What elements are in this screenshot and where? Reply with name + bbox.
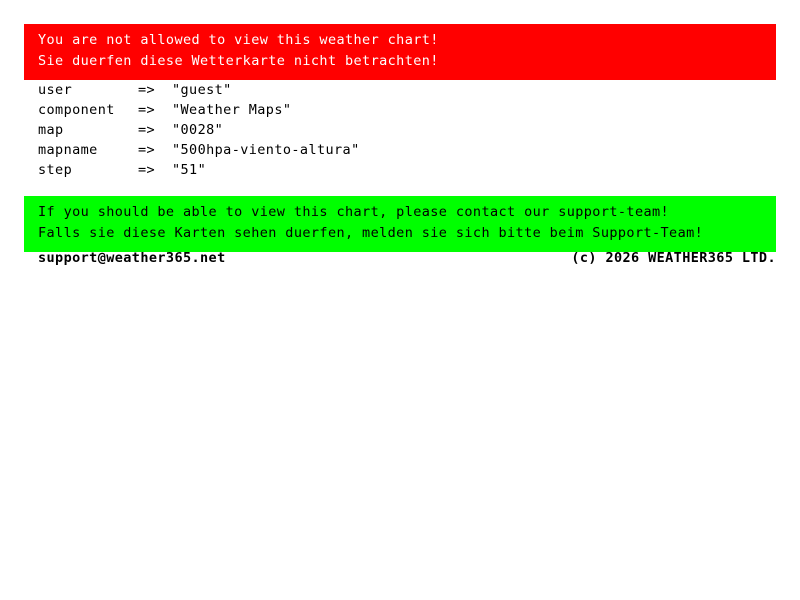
parameter-key: component xyxy=(38,102,115,118)
table-row xyxy=(38,120,360,140)
parameter-arrow: => xyxy=(138,82,156,98)
parameter-arrow: => xyxy=(138,122,156,138)
support-info-message-de: Falls sie diese Karten sehen duerfen, melden sie sich bitte beim Support-Team! xyxy=(38,225,704,241)
parameter-table xyxy=(38,80,360,180)
request-parameters xyxy=(38,80,360,180)
parameter-value: "Weather Maps" xyxy=(172,102,292,118)
copyright-notice: (c) 2026 WEATHER365 LTD. xyxy=(571,250,776,266)
support-info-message-en: If you should be able to view this chart, please contact our support-team! xyxy=(38,204,670,220)
parameter-value: "51" xyxy=(172,162,207,178)
parameter-value: "500hpa-viento-altura" xyxy=(172,142,360,158)
access-denied-message-de: Sie duerfen diese Wetterkarte nicht betrachten! xyxy=(38,53,439,69)
parameter-key: step xyxy=(38,162,73,178)
table-row xyxy=(38,80,360,100)
support-info-banner xyxy=(24,196,776,252)
parameter-key: user xyxy=(38,82,73,98)
table-row xyxy=(38,100,360,120)
support-email-link[interactable]: support@weather365.net xyxy=(38,250,226,266)
parameter-arrow: => xyxy=(138,162,156,178)
parameter-key: map xyxy=(38,122,64,138)
page-footer xyxy=(38,250,776,266)
parameter-key: mapname xyxy=(38,142,98,158)
access-denied-message-en: You are not allowed to view this weather chart! xyxy=(38,32,439,48)
parameter-value: "0028" xyxy=(172,122,224,138)
parameter-value: "guest" xyxy=(172,82,232,98)
parameter-arrow: => xyxy=(138,102,156,118)
table-row xyxy=(38,140,360,160)
table-row xyxy=(38,160,360,180)
access-denied-banner xyxy=(24,24,776,80)
parameter-arrow: => xyxy=(138,142,156,158)
